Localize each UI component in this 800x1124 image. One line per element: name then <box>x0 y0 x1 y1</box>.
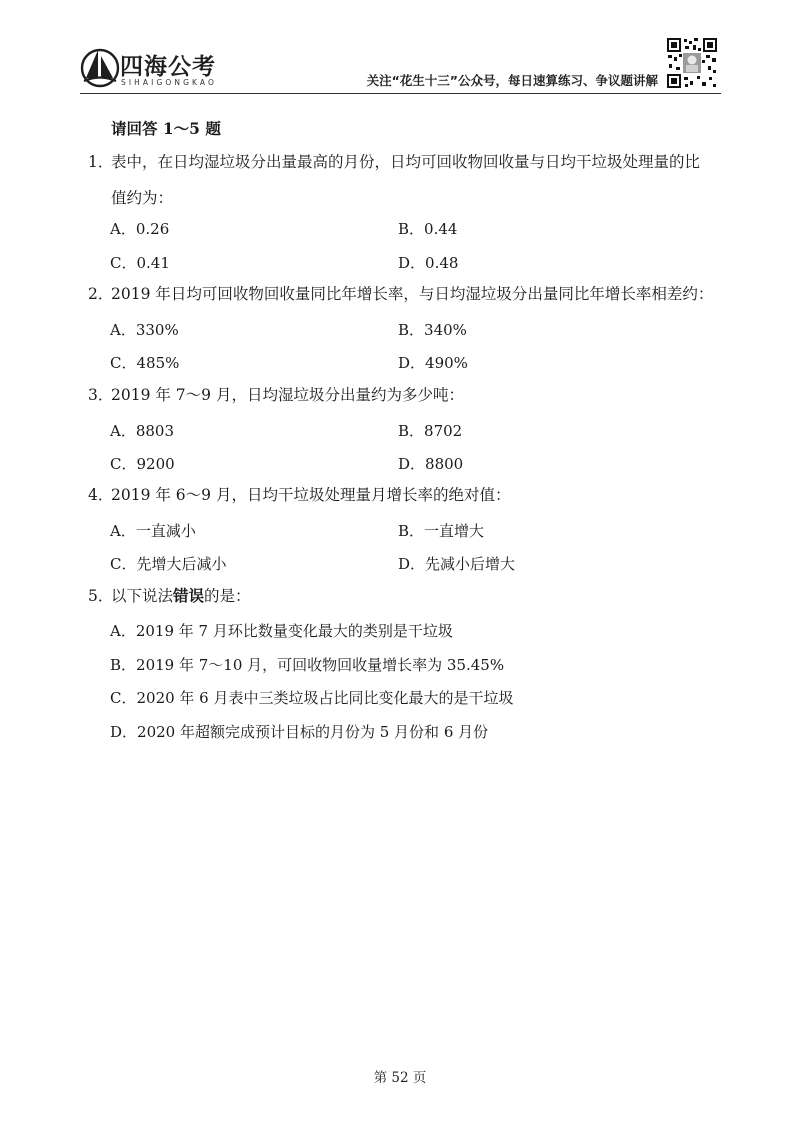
option-3d[interactable]: D．8800 <box>398 455 464 473</box>
question-text: 表中，在日均湿垃圾分出量最高的月份，日均可回收物回收量与日均干垃圾处理量的比 <box>111 153 701 171</box>
question-4 <box>88 479 510 511</box>
option-4d[interactable]: D．先减小后增大 <box>398 555 516 573</box>
question-5 <box>88 580 251 612</box>
option-1c[interactable]: C．0.41 <box>110 254 170 272</box>
header-divider <box>80 93 721 94</box>
question-1 <box>88 146 700 178</box>
question-number: 4． <box>88 486 114 504</box>
option-1b[interactable]: B．0.44 <box>398 220 458 238</box>
header-tagline: 关注“花生十三”公众号，每日速算练习、争议题讲解 <box>366 73 658 88</box>
question-number: 5． <box>88 587 114 605</box>
question-text: 2019 年日均可回收物回收量同比年增长率，与日均湿垃圾分出量同比年增长率相差约： <box>111 285 714 303</box>
option-2b[interactable]: B．340% <box>398 321 467 339</box>
option-1a[interactable]: A．0.26 <box>110 220 170 238</box>
option-5b[interactable]: B．2019 年 7～10 月，可回收物回收量增长率为 35.45% <box>110 656 505 674</box>
question-3 <box>88 379 464 411</box>
option-2c[interactable]: C．485% <box>110 354 180 372</box>
option-3b[interactable]: B．8702 <box>398 422 463 440</box>
option-5a[interactable]: A．2019 年 7 月环比数量变化最大的类别是干垃圾 <box>110 622 453 640</box>
option-5c[interactable]: C．2020 年 6 月表中三类垃圾占比同比变化最大的是干垃圾 <box>110 689 514 707</box>
question-2 <box>88 278 713 310</box>
question-number: 3． <box>88 386 114 404</box>
option-3c[interactable]: C．9200 <box>110 455 175 473</box>
option-4b[interactable]: B．一直增大 <box>398 522 485 540</box>
option-2d[interactable]: D．490% <box>398 354 468 372</box>
logo-english-text: SIHAIGONGKAO <box>121 78 217 87</box>
question-number: 2． <box>88 285 114 303</box>
question-1-continuation: 值约为： <box>111 189 174 207</box>
question-number: 1． <box>88 153 114 171</box>
section-title: 请回答 1～5 题 <box>111 119 221 138</box>
option-4a[interactable]: A．一直减小 <box>110 522 196 540</box>
page-number: 第 52 页 <box>373 1070 427 1086</box>
page-header <box>0 0 800 100</box>
option-1d[interactable]: D．0.48 <box>398 254 459 272</box>
sailboat-logo-icon <box>80 44 120 88</box>
question-text-after: 的是： <box>204 587 251 605</box>
option-2a[interactable]: A．330% <box>110 321 179 339</box>
qr-code-icon <box>666 37 718 89</box>
logo-chinese-text: 四海公考 <box>120 54 216 80</box>
question-text-before: 以下说法 <box>111 587 174 605</box>
option-4c[interactable]: C．先增大后减小 <box>110 555 227 573</box>
option-3a[interactable]: A．8803 <box>110 422 175 440</box>
brand-logo <box>80 44 230 96</box>
question-text-emphasis: 错误 <box>173 586 205 605</box>
question-text: 2019 年 6～9 月，日均干垃圾处理量月增长率的绝对值： <box>111 486 511 504</box>
option-5d[interactable]: D．2020 年超额完成预计目标的月份为 5 月份和 6 月份 <box>110 723 489 741</box>
question-text: 2019 年 7～9 月，日均湿垃圾分出量约为多少吨： <box>111 386 464 404</box>
